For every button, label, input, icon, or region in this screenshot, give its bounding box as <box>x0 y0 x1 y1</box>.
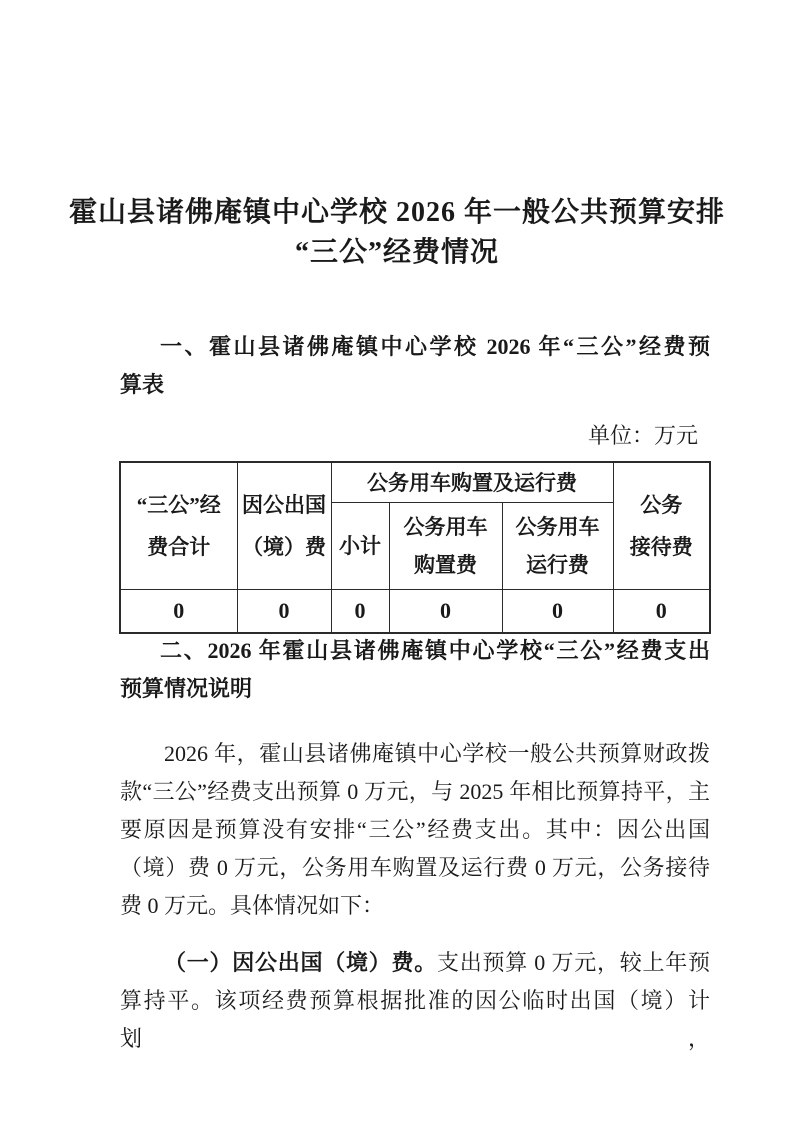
table-header-abroad-line-1: 因公出国 <box>242 493 326 517</box>
paragraph-summary-line-1: 2026 年，霍山县诸佛庵镇中心学校一般公共预算财政拨 <box>164 741 710 766</box>
value-sangong-total: 0 <box>120 590 237 634</box>
table-header-purchase <box>389 503 502 590</box>
table-value-row <box>120 590 710 634</box>
document-title-line-2: “三公”经费情况 <box>294 237 499 268</box>
table-header-row-group <box>120 462 710 503</box>
document-title <box>0 193 794 273</box>
table-header-reception-line-1: 公务 <box>640 493 683 517</box>
table-header-reception <box>613 462 710 590</box>
table-header-operation <box>502 503 613 590</box>
table-header-sangong-total-line-2: 费合计 <box>147 535 211 559</box>
paragraph-abroad-fee-line-1 <box>120 944 710 982</box>
paragraph-abroad-fee-lead: （一）因公出国（境）费。 <box>164 950 437 975</box>
section2-heading-line-1: 二、2026 年霍山县诸佛庵镇中心学校“三公”经费支出 <box>160 638 710 663</box>
value-abroad: 0 <box>237 590 331 634</box>
table-header-abroad <box>237 462 331 590</box>
section2-heading <box>120 632 710 708</box>
value-purchase: 0 <box>389 590 502 634</box>
table-header-purchase-line-1: 公务用车 <box>403 515 488 539</box>
paragraph-summary <box>120 735 710 925</box>
value-reception: 0 <box>613 590 710 634</box>
table-header-operation-line-2: 运行费 <box>526 553 589 577</box>
section1-heading <box>120 328 710 404</box>
section2-heading-line-2: 预算情况说明 <box>120 676 253 701</box>
unit-label: 单位：万元 <box>587 423 698 448</box>
paragraph-abroad-fee-line-1-rest: 支出预算 0 万元，较上年预 <box>437 950 710 975</box>
document-title-line-1: 霍山县诸佛庵镇中心学校 2026 年一般公共预算安排 <box>68 197 725 228</box>
table-header-vehicle-group: 公务用车购置及运行费 <box>331 462 613 503</box>
table-header-purchase-line-2: 购置费 <box>414 553 477 577</box>
paragraph-summary-line-2: 款“三公”经费支出预算 0 万元，与 2025 年相比预算持平，主 <box>120 779 710 804</box>
table-header-sangong-total-line-1: “三公”经 <box>136 493 221 517</box>
table-header-operation-line-1: 公务用车 <box>515 515 600 539</box>
table-header-sangong-total <box>120 462 237 590</box>
section1-heading-line-2: 算表 <box>120 372 165 397</box>
paragraph-abroad-fee <box>120 944 710 1058</box>
value-operation: 0 <box>502 590 613 634</box>
paragraph-summary-line-3: 要原因是预算没有安排“三公”经费支出。其中：因公出国 <box>120 817 710 842</box>
paragraph-abroad-fee-line-2: 算持平。该项经费预算根据批准的因公临时出国（境）计划， <box>120 988 710 1051</box>
table-header-abroad-line-2: （境）费 <box>242 535 326 559</box>
paragraph-summary-line-4: （境）费 0 万元，公务用车购置及运行费 0 万元，公务接待 <box>120 855 710 880</box>
table-header-reception-line-2: 接待费 <box>629 535 693 559</box>
value-subtotal: 0 <box>331 590 389 634</box>
paragraph-summary-line-5: 费 0 万元。具体情况如下： <box>120 893 385 918</box>
section1-heading-line-1: 一、霍山县诸佛庵镇中心学校 2026 年“三公”经费预 <box>160 334 710 359</box>
table-header-subtotal: 小计 <box>331 503 389 590</box>
budget-table <box>119 461 711 634</box>
